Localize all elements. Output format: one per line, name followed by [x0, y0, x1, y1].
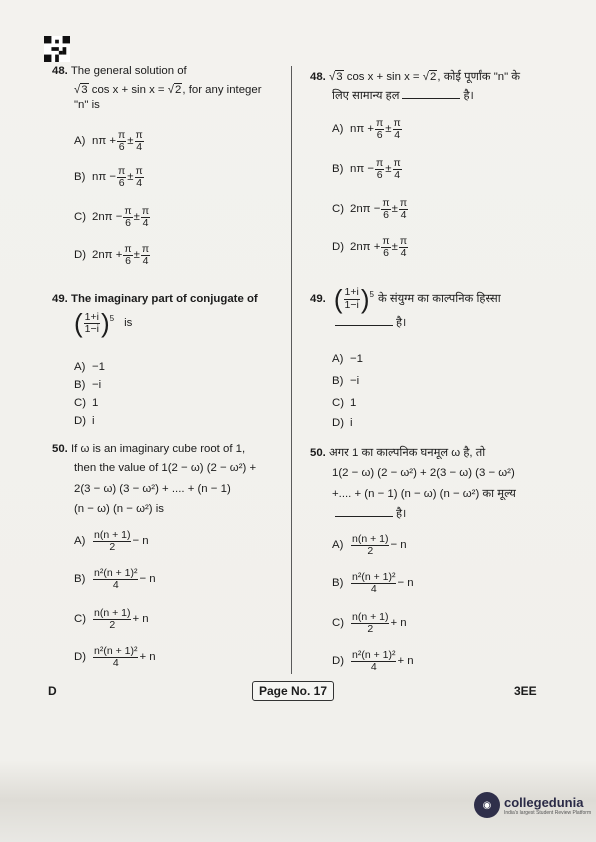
option-50d-en[interactable]: [74, 646, 156, 669]
fraction: [381, 236, 390, 259]
question-text: लिए सामान्य हल: [332, 90, 400, 103]
option-49b-en[interactable]: [74, 378, 101, 392]
option-50c-en[interactable]: [74, 608, 149, 631]
denominator: 2: [109, 541, 116, 554]
numerator: π: [393, 157, 401, 169]
option-text: nπ −: [92, 171, 117, 184]
answer-blank: [335, 325, 393, 326]
question-text: 2(3 − ω) (3 − ω²) + .... + (n − 1): [74, 482, 231, 495]
question-50-hi: [310, 446, 516, 521]
left-paren: (: [333, 284, 343, 314]
option-49a-hi[interactable]: [332, 352, 363, 366]
page-number: Page No. 17: [252, 681, 334, 701]
sqrt-value: 2: [430, 71, 437, 83]
numerator: n²(n + 1)²: [94, 645, 138, 657]
fraction: [117, 166, 126, 189]
numerator: π: [124, 243, 132, 255]
option-49c-en[interactable]: [74, 396, 98, 410]
fraction: [84, 312, 100, 335]
numerator: n(n + 1): [94, 607, 131, 619]
question-number: 50.: [310, 447, 326, 459]
plus-minus: ±: [133, 249, 140, 262]
fraction: [141, 206, 150, 229]
booklet-series: D: [48, 684, 57, 698]
plus-minus: ±: [391, 203, 398, 216]
option-text: 2nπ +: [350, 241, 381, 254]
option-label: C): [74, 397, 87, 409]
option-label: D): [332, 417, 345, 429]
fraction: [375, 118, 384, 141]
question-48-hi: 48. √3 cos x + sin x = √2, कोई पूर्णांक "n" के लिए सामान्य हल है।: [310, 71, 521, 103]
plus-minus: ±: [133, 211, 140, 224]
question-text: है।: [396, 507, 407, 520]
brand-watermark: [474, 792, 591, 818]
denominator: 1−i: [84, 322, 99, 335]
question-text: The imaginary part of conjugate of: [71, 293, 258, 305]
fraction: [351, 572, 396, 595]
option-50b-en[interactable]: [74, 568, 156, 591]
option-text: nπ +: [350, 123, 375, 136]
equation-text: cos x + sin x =: [88, 84, 168, 97]
option-label: A): [74, 535, 86, 548]
fraction: [393, 118, 402, 141]
option-label: B): [74, 379, 86, 391]
option-label: C): [332, 617, 345, 630]
option-text: − n: [397, 577, 414, 590]
question-48-en: 48. The general solution of √3 cos x + sin x = √2, for any integer "n" is: [52, 65, 262, 111]
numerator: π: [118, 129, 126, 141]
option-text: nπ +: [92, 135, 117, 148]
question-number: 49.: [52, 293, 68, 305]
question-49-hi: [310, 286, 501, 330]
answer-blank: [402, 98, 460, 99]
question-number: 48.: [52, 65, 68, 77]
option-label: A): [74, 361, 86, 373]
plus-minus: ±: [127, 135, 134, 148]
mascot-logo-icon: ◉: [474, 792, 500, 818]
fraction: [93, 568, 138, 591]
option-48c-en[interactable]: [74, 206, 151, 229]
question-text: है।: [463, 90, 474, 103]
option-text: i: [350, 417, 353, 429]
option-label: D): [74, 651, 87, 664]
denominator: 6: [125, 255, 131, 268]
option-text: + n: [132, 613, 149, 626]
option-label: D): [74, 249, 87, 262]
option-50a-en[interactable]: [74, 530, 149, 553]
numerator: n(n + 1): [352, 533, 389, 545]
option-text: nπ −: [350, 163, 375, 176]
denominator: 4: [400, 247, 407, 260]
option-48b-hi[interactable]: [332, 158, 403, 181]
exponent: 5: [109, 314, 115, 324]
option-label: A): [332, 123, 344, 136]
option-label: A): [74, 135, 86, 148]
question-text: is: [124, 317, 133, 330]
option-label: B): [332, 375, 344, 387]
option-49c-hi[interactable]: [332, 396, 356, 410]
option-label: A): [332, 353, 344, 365]
fraction: [135, 166, 144, 189]
numerator: n²(n + 1)²: [94, 567, 138, 579]
question-number: 50.: [52, 443, 68, 455]
denominator: 2: [367, 545, 374, 558]
question-text: then the value of 1(2 − ω) (2 − ω²) +: [74, 462, 257, 475]
option-48d-hi[interactable]: [332, 236, 409, 259]
right-paren: ): [360, 284, 370, 314]
option-text: 2nπ +: [92, 249, 123, 262]
option-text: − n: [390, 539, 407, 552]
question-number: 48.: [310, 71, 326, 83]
left-paren: (: [74, 308, 83, 339]
option-label: B): [74, 573, 86, 586]
option-text: − n: [139, 573, 156, 586]
denominator: 2: [109, 619, 116, 632]
numerator: n(n + 1): [94, 529, 131, 541]
denominator: 4: [370, 583, 377, 596]
option-text: i: [92, 415, 95, 427]
option-label: D): [74, 415, 87, 427]
option-label: C): [74, 211, 87, 224]
numerator: π: [376, 157, 384, 169]
denominator: 4: [112, 579, 119, 592]
exponent: 5: [369, 290, 374, 299]
denominator: 4: [400, 209, 407, 222]
equation-text: cos x + sin x =: [343, 71, 423, 83]
answer-blank: [335, 516, 393, 517]
option-48c-hi[interactable]: [332, 198, 409, 221]
question-text: (n − ω) (n − ω²) is: [74, 502, 164, 515]
brand-tagline: India's largest Student Review Platform: [504, 809, 592, 816]
sqrt-value: 3: [336, 71, 343, 83]
denominator: 2: [367, 623, 374, 636]
fraction: [135, 130, 144, 153]
option-49d-hi[interactable]: [332, 416, 353, 430]
option-text: −i: [92, 379, 102, 391]
denominator: 4: [394, 169, 401, 182]
fraction: [393, 158, 402, 181]
option-49d-en[interactable]: [74, 414, 95, 428]
question-text: अगर 1 का काल्पनिक घनमूल ω है, तो: [329, 447, 486, 459]
option-label: D): [332, 241, 345, 254]
option-50b-hi[interactable]: [332, 572, 414, 595]
denominator: 6: [383, 209, 389, 222]
option-label: C): [332, 397, 345, 409]
fraction: [381, 198, 390, 221]
question-text: +.... + (n − 1) (n − ω) (n − ω²) का मूल्य: [332, 487, 516, 500]
denominator: 4: [136, 177, 143, 190]
denominator: 4: [112, 657, 119, 670]
numerator: π: [382, 197, 390, 209]
numerator: 1+i: [344, 286, 359, 299]
denominator: 6: [125, 217, 131, 230]
numerator: n²(n + 1)²: [352, 649, 396, 661]
numerator: π: [135, 129, 143, 141]
denominator: 6: [118, 141, 125, 154]
numerator: n(n + 1): [352, 611, 389, 623]
denominator: 4: [142, 255, 149, 268]
option-label: D): [332, 655, 345, 668]
option-text: −i: [350, 375, 360, 387]
fraction: [399, 198, 408, 221]
option-48a-hi[interactable]: [332, 118, 403, 141]
question-number: 49.: [310, 292, 326, 305]
numerator: 1+i: [84, 310, 99, 323]
paper-code: 3EE: [514, 684, 537, 698]
fraction: [117, 130, 126, 153]
option-49b-hi[interactable]: [332, 374, 359, 388]
numerator: π: [124, 205, 132, 217]
option-49a-en[interactable]: [74, 360, 105, 374]
denominator: 6: [376, 129, 383, 142]
question-text: , कोई पूर्णांक "n" के: [437, 71, 521, 83]
fraction: [93, 646, 138, 669]
numerator: π: [376, 117, 384, 129]
equation-text: , for any integer: [182, 84, 262, 97]
fraction: [93, 530, 131, 553]
option-50c-hi[interactable]: [332, 612, 407, 635]
option-label: C): [74, 613, 87, 626]
denominator: 4: [370, 661, 377, 674]
numerator: π: [393, 117, 401, 129]
option-text: + n: [139, 651, 156, 664]
plus-minus: ±: [385, 123, 392, 136]
numerator: π: [135, 165, 143, 177]
option-text: − n: [132, 535, 149, 548]
fraction: [351, 650, 396, 673]
option-text: + n: [397, 655, 414, 668]
option-50a-hi[interactable]: [332, 534, 407, 557]
option-text: 2nπ −: [92, 211, 123, 224]
option-label: C): [332, 203, 345, 216]
numerator: π: [382, 235, 390, 247]
option-48d-en[interactable]: [74, 244, 151, 267]
denominator: 6: [118, 177, 125, 190]
option-text: −1: [92, 361, 105, 373]
numerator: π: [399, 197, 408, 209]
denominator: 4: [142, 217, 149, 230]
fraction: [351, 612, 389, 635]
question-text: If ω is an imaginary cube root of 1,: [71, 443, 246, 455]
fraction: [399, 236, 408, 259]
question-49-en: [52, 292, 258, 339]
option-48a-en[interactable]: [74, 130, 145, 153]
fraction: [123, 244, 132, 267]
denominator: 4: [136, 141, 143, 154]
option-text: 2nπ −: [350, 203, 381, 216]
brand-name: collegedunia: [504, 794, 584, 810]
fraction: [141, 244, 150, 267]
option-label: B): [74, 171, 86, 184]
fraction: [351, 534, 389, 557]
denominator: 6: [376, 169, 383, 182]
question-text: "n" is: [74, 98, 100, 111]
numerator: n²(n + 1)²: [352, 571, 396, 583]
qr-code: [44, 36, 70, 62]
question-text: के संयुग्म का काल्पनिक हिस्सा: [377, 292, 501, 305]
numerator: π: [141, 205, 150, 217]
option-50d-hi[interactable]: [332, 650, 414, 673]
fraction: [375, 158, 384, 181]
option-text: + n: [390, 617, 407, 630]
option-text: 1: [350, 397, 357, 409]
sqrt-value: 2: [175, 84, 182, 97]
numerator: π: [141, 243, 150, 255]
plus-minus: ±: [391, 241, 398, 254]
denominator: 6: [383, 247, 389, 260]
question-text: 1(2 − ω) (2 − ω²) + 2(3 − ω) (3 − ω²): [332, 467, 515, 480]
question-text: है।: [396, 317, 407, 329]
denominator: 4: [394, 129, 401, 142]
option-text: −1: [350, 353, 363, 365]
option-48b-en[interactable]: [74, 166, 145, 189]
numerator: π: [118, 165, 126, 177]
plus-minus: ±: [127, 171, 134, 184]
fraction: [123, 206, 132, 229]
denominator: 1−i: [344, 298, 359, 311]
option-label: B): [332, 577, 344, 590]
fraction: [93, 608, 131, 631]
question-50-en: [52, 442, 256, 516]
option-text: 1: [92, 397, 99, 409]
option-label: B): [332, 163, 344, 176]
sqrt-value: 3: [81, 84, 88, 97]
right-paren: ): [100, 308, 110, 339]
numerator: π: [399, 235, 408, 247]
fraction: [344, 287, 360, 310]
question-text: The general solution of: [70, 65, 187, 77]
column-divider: [291, 66, 292, 674]
plus-minus: ±: [385, 163, 392, 176]
option-label: A): [332, 539, 344, 552]
